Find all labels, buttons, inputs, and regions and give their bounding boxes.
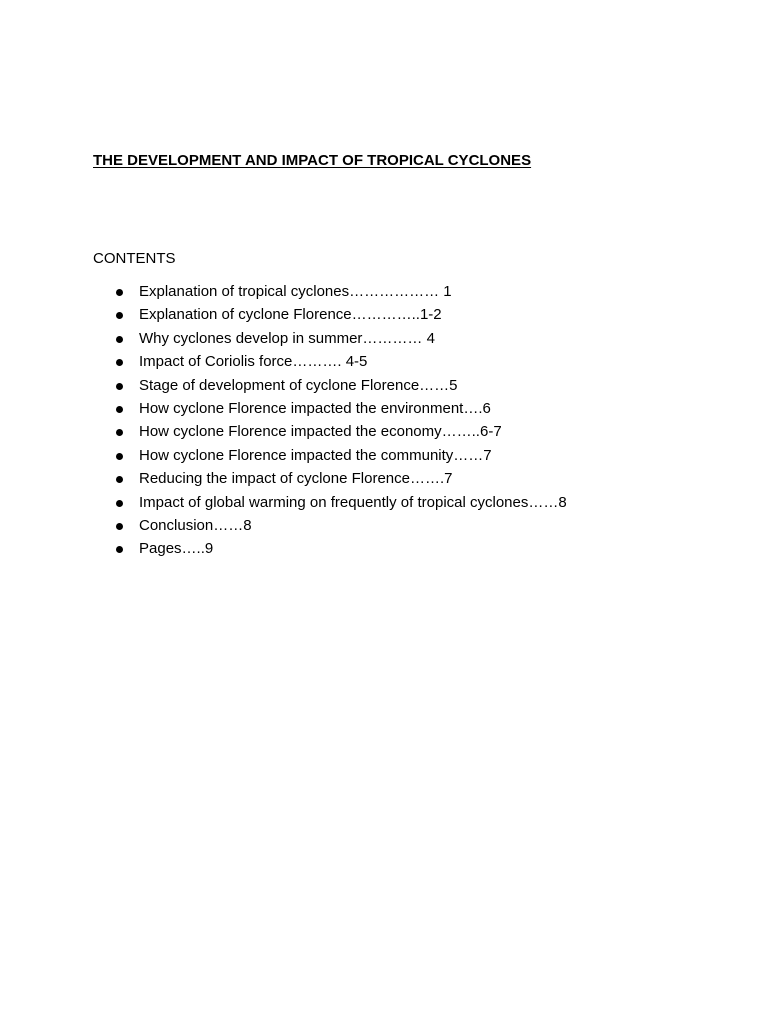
toc-item-text: Stage of development of cyclone Florence……5 [139, 376, 458, 394]
toc-item [0, 469, 768, 492]
document-title: THE DEVELOPMENT AND IMPACT OF TROPICAL CYCLONES [93, 152, 532, 169]
toc-item [0, 376, 768, 399]
toc-item-text: Explanation of tropical cyclones……………… 1 [139, 283, 452, 300]
toc-item-text: How cyclone Florence impacted the environment….6 [139, 399, 491, 417]
bullet-icon [116, 523, 123, 530]
bullet-icon [116, 453, 123, 460]
bullet-icon [116, 383, 123, 390]
bullet-icon [116, 359, 123, 366]
bullet-icon [116, 500, 123, 507]
toc-item-text: Pages…..9 [139, 540, 214, 558]
toc-item [0, 329, 768, 352]
toc-item-text: Why cyclones develop in summer………… 4 [139, 329, 435, 347]
toc-item-text: Reducing the impact of cyclone Florence…….7 [139, 470, 453, 488]
toc-item [0, 539, 768, 562]
toc-item [0, 493, 768, 516]
bullet-icon [116, 406, 123, 413]
bullet-icon [116, 429, 123, 436]
toc-item-text: Conclusion……8 [139, 516, 252, 534]
toc-item [0, 399, 768, 422]
toc-item-text: Explanation of cyclone Florence…………..1-2 [139, 306, 442, 324]
toc-item [0, 305, 768, 328]
toc-item [0, 516, 768, 539]
bullet-icon [116, 476, 123, 483]
toc-item-text: Impact of Coriolis force………. 4-5 [139, 353, 368, 371]
bullet-icon [116, 312, 123, 319]
bullet-icon [116, 546, 123, 553]
table-of-contents [0, 282, 768, 563]
toc-item-text: How cyclone Florence impacted the economy……..6-7 [139, 423, 502, 441]
bullet-icon [116, 289, 123, 296]
toc-item [0, 282, 768, 305]
contents-heading: CONTENTS [93, 250, 176, 267]
toc-item [0, 422, 768, 445]
toc-item [0, 352, 768, 375]
toc-item [0, 446, 768, 469]
toc-item-text: How cyclone Florence impacted the community……7 [139, 446, 492, 464]
toc-item-text: Impact of global warming on frequently of tropical cyclones……8 [139, 493, 567, 511]
bullet-icon [116, 336, 123, 343]
